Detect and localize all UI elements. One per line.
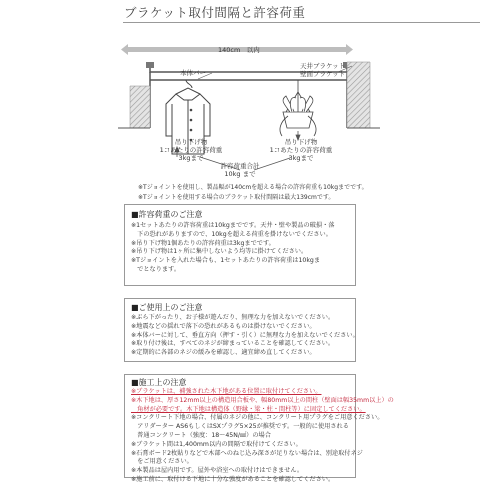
list-item: 普通コンクリート（強度：18〜45N/㎟）の場合 [131,431,271,439]
span-label: 140cm 以内 [218,46,260,54]
main-bar-label: 本体バー [180,69,206,77]
list-item: ※本製品は屋内用です。屋外や浴室への取付けはできません。 [131,467,304,475]
list-item: でとなります。 [131,265,181,273]
list-item: ※ブラケットは、補強された木下地がある位置に取付けてください。 [131,388,322,395]
list-item: ※石膏ボード2枚貼りなどで木部へのねじ込み深さが足りない場合は、別途取付ネジ [131,449,363,457]
load-caution-title: ■許容荷重のご注意 [131,210,203,219]
list-item: ※地震などの揺れで落下の恐れがあるものは掛けないでください。 [131,322,316,330]
install-caution-list [131,388,394,485]
list-item: ※1セットあたりの許容荷重は10kgまでです。天井・壁や製品の破損・落 [131,222,335,229]
usage-caution-title: ■ご使用上のご注意 [131,303,203,312]
page-title: ブラケット取付間隔と許容荷重 [124,5,306,20]
wall-bracket-label: 壁面ブラケット [300,70,346,78]
left-load-label: 吊り下げ物 1コあたりの許容荷重 3kgまで [159,138,223,162]
total-load-label: 許容荷重合計 10kg まで [220,162,260,178]
ceiling-bracket-label: 天井ブラケット [300,62,346,70]
list-item: をご用意ください。 [131,458,193,466]
list-item: ※ぶら下がったり、お子様が遊んだり、無理な力を加えないでください。 [131,314,335,321]
load-caution-box [124,204,356,286]
usage-caution-box [124,298,359,362]
left-bracket-hatch [130,86,150,128]
list-item: 下の恐れがありますので、10kgを超える荷重を掛けないでください。 [131,230,332,238]
install-caution-box [124,374,394,483]
list-item: ※吊り下げ物は1ヶ所に集中しないよう均等に掛けてください。 [131,248,308,256]
list-item: アリダーター AS6もしくはSXプラグ5×25が推奨です。一般的に使用される [131,423,349,431]
usage-caution-list [131,314,359,358]
list-item: ※吊り下げ物1個あたりの許容荷重は3kgまでです。 [131,239,275,247]
diagram-note-1: ※Tジョイントを使用し、製品幅が140cmを超える場合の許容荷重も10kgまでです。 [138,184,368,191]
list-item: ※本体バーに対して、垂直方向（押す・引く）に無理な力を加えないでください。 [131,331,359,339]
list-item: ※ブラケット間は1,400mm以内の間隔で取付けてください。 [131,440,302,448]
hanging-plant-icon [280,80,316,136]
diagram-note-2: ※Tジョイントを使用する場合のブラケット取付間隔は最大139cmです。 [138,194,335,201]
list-item: ※Tジョイントを入れた場合も、1セットあたりの許容荷重は10kgま [131,257,321,265]
load-caution-list [131,222,334,275]
list-item: 角材が必要です。木下地は構造体（野縁・梁・柱・間柱等）に固定してください。 [131,405,366,413]
list-item: ※取り付け後は、すべてのネジが締まっていることを確認してください。 [131,340,335,348]
right-load-label: 吊り下げ物 1コあたりの許容荷重 3kgまで [269,138,333,162]
right-bracket-hatch [347,62,370,128]
list-item: ※コンクリート下地の場合、付属のネジの他に、コンクリート用プラグをご用意ください。 [131,414,384,422]
list-item: ※施工前に、取付ける下地に十分な強度があることを確認してください。 [131,475,335,483]
install-caution-title: ■施工上の注意 [131,378,187,387]
list-item: ※定期的に各部のネジの緩みを確認し、適宜締め直してください。 [131,349,316,357]
list-item: ※木下地は、厚さ12mm以上の構造用合板や、幅80mm以上の間柱（壁面は幅35mm以上）の [131,396,394,404]
